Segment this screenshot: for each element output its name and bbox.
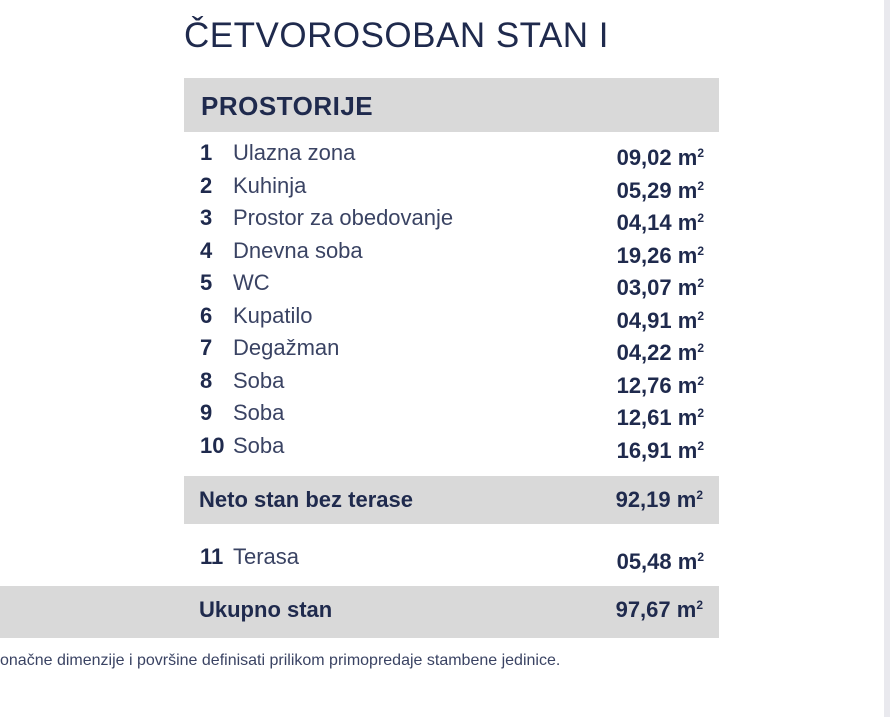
- room-area: 12,76 $m^2$: [616, 372, 704, 398]
- room-row: [200, 139, 704, 172]
- room-number: 10: [200, 432, 225, 458]
- room-area: 12,61 $m^2$: [616, 405, 704, 430]
- footnote: onačne dimenzije i površine definisati prilikom primopredaje stambene jedinice.: [0, 652, 561, 669]
- room-name: Kuhinja: [233, 172, 307, 198]
- total-label: Ukupno stan: [199, 597, 333, 622]
- room-number: 3: [200, 205, 213, 230]
- room-row: [200, 269, 704, 302]
- room-number: 11: [200, 544, 224, 569]
- room-name: Degažman: [233, 335, 340, 360]
- section-header: [184, 78, 719, 132]
- section-header-label: PROSTORIJE: [201, 91, 374, 121]
- room-area: 04,91 $m^2$: [616, 307, 704, 333]
- neto-subtotal-bar: [184, 476, 719, 524]
- total-area: 97,67 $m^2$: [615, 597, 703, 622]
- room-number: 4: [200, 237, 213, 263]
- room-number: 8: [200, 367, 213, 393]
- room-name: Prostor za obedovanje: [233, 205, 454, 230]
- room-area: 04,22 $m^2$: [616, 340, 704, 365]
- room-name: Soba: [233, 400, 285, 425]
- room-number: 5: [200, 270, 213, 295]
- room-area: 19,26 $m^2$: [616, 242, 704, 268]
- room-row: [200, 432, 704, 465]
- room-row: [200, 302, 704, 335]
- room-number: 1: [200, 140, 213, 165]
- room-row: [200, 334, 704, 367]
- room-name: Soba: [233, 367, 285, 393]
- room-area: 03,07 $m^2$: [616, 275, 704, 300]
- room-area: 05,29 $m^2$: [616, 177, 704, 203]
- room-name: Soba: [233, 432, 285, 458]
- neto-area: 92,19 $m^2$: [615, 487, 703, 512]
- room-number: 2: [200, 172, 213, 198]
- room-row: [200, 367, 704, 400]
- neto-label: Neto stan bez terase: [199, 487, 413, 512]
- room-row: [200, 399, 704, 432]
- room-name: Dnevna soba: [233, 237, 363, 263]
- room-name: WC: [233, 270, 270, 295]
- window-edge: [884, 0, 890, 717]
- total-bar: [0, 586, 719, 638]
- page-title: ČETVOROSOBAN STAN I: [184, 16, 610, 55]
- room-name: Ulazna zona: [233, 140, 356, 165]
- room-row: [200, 204, 704, 237]
- room-number: 9: [200, 400, 213, 425]
- room-list: [200, 139, 704, 464]
- room-number: 7: [200, 335, 213, 360]
- room-area: 09,02 $m^2$: [616, 145, 704, 170]
- room-row: [200, 172, 704, 205]
- room-area: 04,14 $m^2$: [616, 210, 704, 235]
- terasa-row: [200, 543, 704, 573]
- room-name: Terasa: [233, 544, 300, 569]
- room-area: 16,91 $m^2$: [616, 437, 704, 463]
- room-area: 05,48 $m^2$: [616, 549, 704, 574]
- room-row: [200, 237, 704, 270]
- room-name: Kupatilo: [233, 302, 313, 328]
- room-number: 6: [200, 302, 213, 328]
